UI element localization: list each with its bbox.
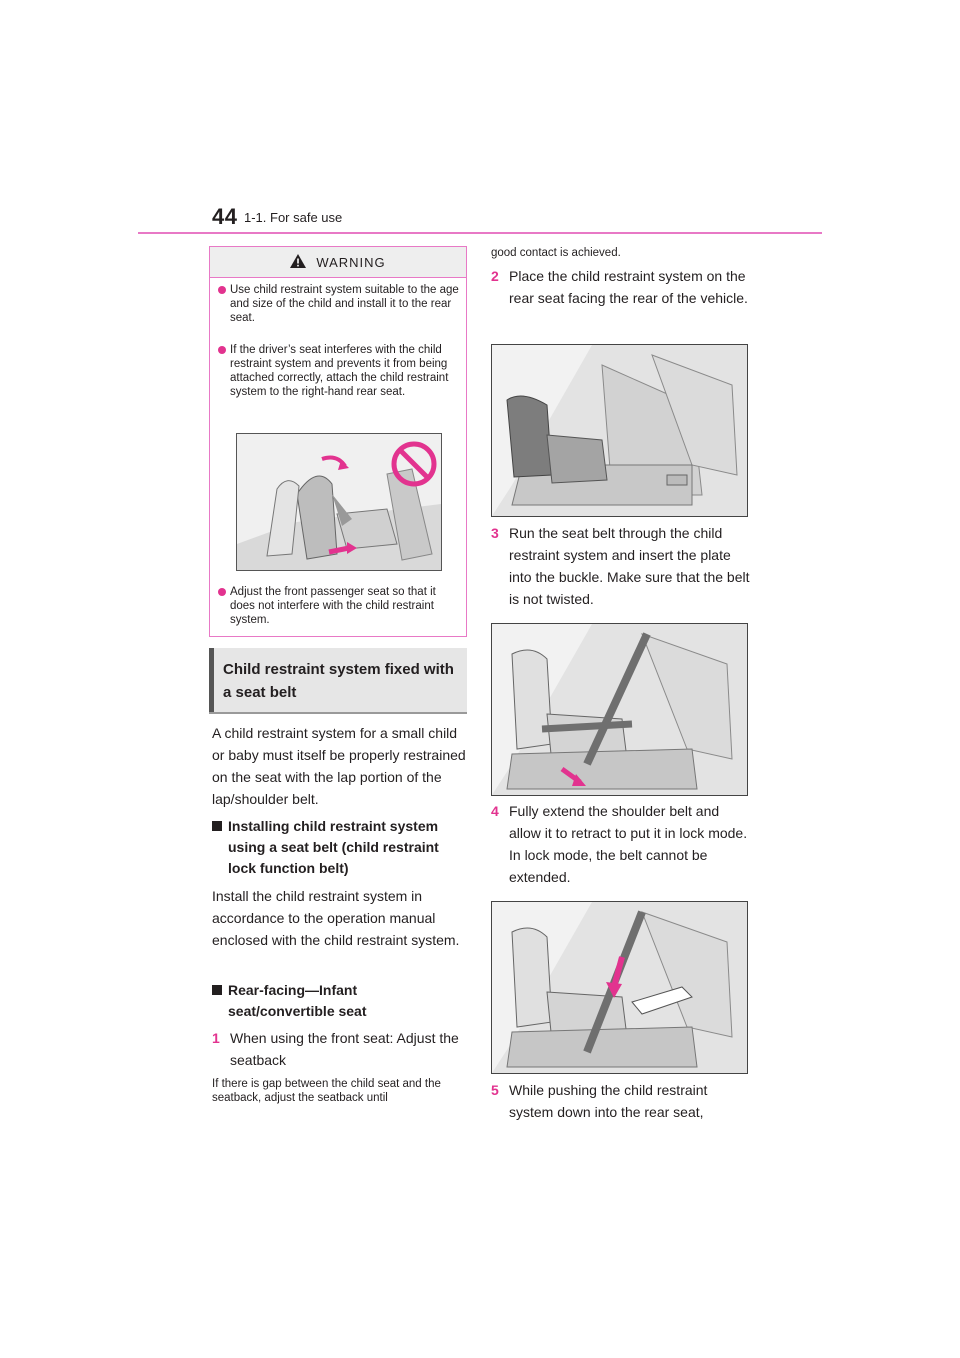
figure-step-2 — [491, 344, 748, 517]
header-rule — [138, 232, 822, 234]
warning-item: Use child restraint system suitable to the age and size of the child and install it to the rear seat. — [218, 283, 462, 325]
step-2: 2 Place the child restraint system on the rear seat facing the rear of the vehicle. — [491, 268, 748, 306]
warning-box — [209, 246, 467, 637]
step-1-note: If there is gap between the child seat and the seatback, adjust the seatback until — [212, 1078, 441, 1104]
bullet-icon — [218, 588, 226, 596]
subheading-installing: Installing child restraint system using a seat belt (child restraint lock function belt) — [212, 816, 466, 879]
warning-title: WARNING — [316, 254, 386, 270]
warning-illustration — [236, 433, 442, 571]
step-4: 4 Fully extend the shoulder belt and allow it to retract to put it in lock mode. In lock mode, the belt cannot be extended. — [491, 803, 748, 885]
figure-step-4 — [491, 901, 748, 1074]
intro-paragraph: A child restraint system for a small child or baby must itself be properly restrained on the seat with the lap portion of the lap/shoulder belt. — [212, 725, 466, 807]
figure-step-3 — [491, 623, 748, 796]
square-bullet-icon — [212, 985, 222, 995]
step-3: 3 Run the seat belt through the child restraint system and insert the plate into the buckle. Make sure that the belt is not twisted. — [491, 525, 750, 607]
warning-header — [210, 247, 466, 278]
warning-item: Adjust the front passenger seat so that it does not interfere with the child restraint system. — [218, 585, 462, 627]
page-number: 44 — [212, 204, 238, 229]
bullet-icon — [218, 346, 226, 354]
section-heading: Child restraint system fixed with a seat belt — [209, 648, 467, 714]
warning-icon — [290, 254, 306, 271]
step-5: 5 While pushing the child restraint system down into the rear seat, — [491, 1082, 708, 1120]
step-1-note-continued: good contact is achieved. — [491, 247, 621, 259]
section-title: 1-1. For safe use — [244, 210, 343, 225]
warning-item: If the driver’s seat interferes with the child restraint system and prevents it from being attached correctly, attach the child restraint system to the right-hand rear seat. — [218, 343, 462, 399]
step-1: 1 When using the front seat: Adjust the seatback — [212, 1030, 459, 1068]
install-paragraph: Install the child restraint system in accordance to the operation manual enclosed with the child restraint system. — [212, 888, 460, 948]
square-bullet-icon — [212, 821, 222, 831]
bullet-icon — [218, 286, 226, 294]
subheading-rear-facing: Rear-facing—Infant seat/convertible seat — [212, 980, 466, 1022]
